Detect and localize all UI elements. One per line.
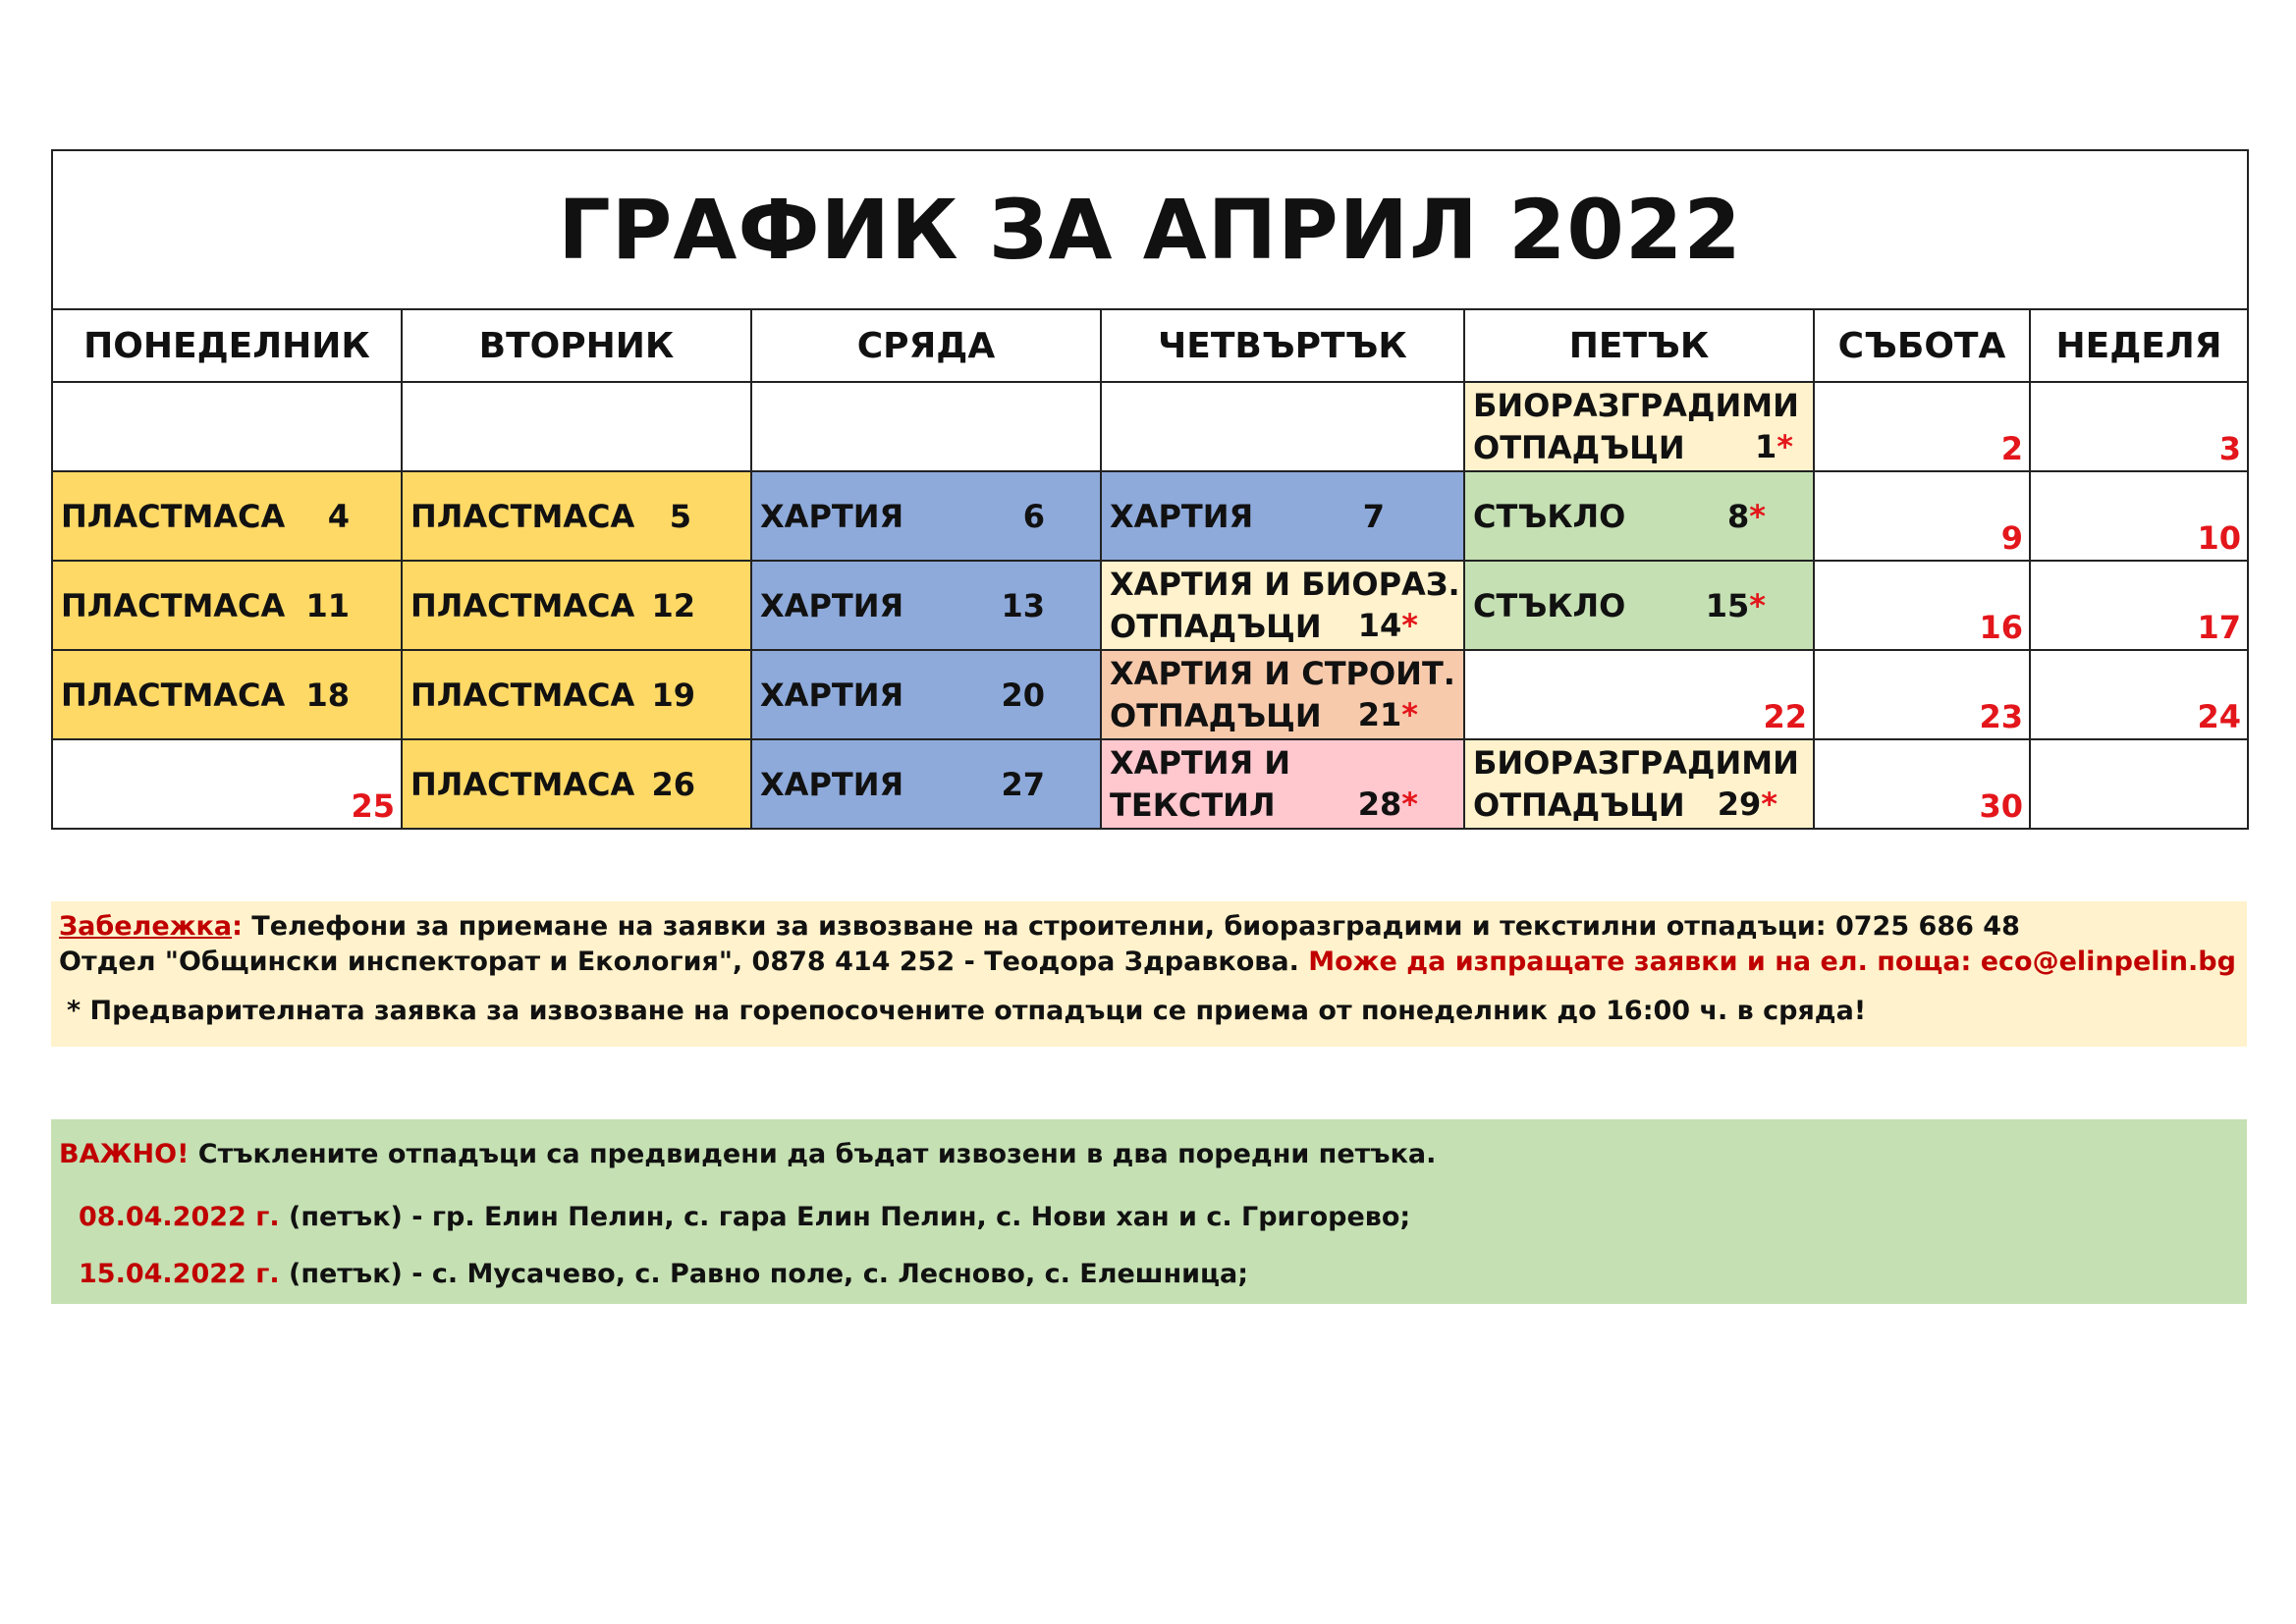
day-cell-paper-biowaste: [1101, 561, 1464, 650]
day-cell: [1814, 650, 2030, 739]
day-cell-plastic: [402, 561, 751, 650]
day-header-tue: ВТОРНИК: [402, 309, 751, 382]
note-email: Може да изпращате заявки и на ел. поща: eco@elinpelin.bg: [1308, 947, 2236, 977]
title-cell: [52, 150, 2248, 309]
day-header-sat: СЪБОТА: [1814, 309, 2030, 382]
day-number: 19: [651, 676, 695, 714]
important-line-2: [79, 1202, 1410, 1232]
day-number: 3: [2218, 430, 2242, 467]
cell-label: ПЛАСТМАСА: [61, 676, 286, 714]
note-line-2: [59, 947, 2236, 977]
note-department: Отдел "Общински инспекторат и Екология", 0878 414 252 - Теодора Здравкова.: [59, 947, 1309, 977]
day-cell: [52, 739, 402, 829]
day-number: 1: [1755, 428, 1777, 465]
important-line-3: [79, 1259, 1248, 1289]
cell-label: ПЛАСТМАСА: [410, 497, 635, 535]
day-number: 12: [651, 586, 695, 624]
day-cell: [52, 382, 402, 471]
day-number: 8: [1727, 497, 1750, 535]
cell-label: СТЪКЛО: [1473, 586, 1626, 624]
cell-label: ХАРТИЯ: [760, 497, 904, 535]
day-number: 4: [327, 497, 350, 535]
day-header-thu: ЧЕТВЪРТЪК: [1101, 309, 1464, 382]
day-number: 14: [1357, 607, 1402, 644]
day-number: 22: [1763, 698, 1807, 735]
asterisk-mark: *: [1777, 428, 1793, 465]
note-box: [51, 901, 2247, 1047]
cell-label-line1: ХАРТИЯ И СТРОИТ.: [1110, 655, 1455, 692]
day-cell-plastic: [52, 650, 402, 739]
asterisk-mark: *: [1749, 586, 1766, 624]
important-date-2-text: (петък) - с. Мусачево, с. Равно поле, с. Лесново, с. Елешница;: [279, 1259, 1249, 1289]
note-line-3: * Предварителната заявка за извозване на горепосочените отпадъци се приема от понеделник до 16:00 ч. в сряда!: [67, 996, 1867, 1026]
cell-label-line1: БИОРАЗГРАДИМИ: [1473, 744, 1799, 782]
day-cell: [1814, 561, 2030, 650]
day-number: 9: [2000, 519, 2023, 557]
day-cell-plastic: [402, 739, 751, 829]
day-number: 20: [1001, 676, 1045, 714]
week-row-5: [52, 739, 2248, 829]
day-header-wed: СРЯДА: [751, 309, 1101, 382]
note-phones: Телефони за приемане на заявки за извозване на строителни, биоразградими и текстилни отпадъци: 0725 686 48: [242, 911, 2020, 942]
day-header-sun: НЕДЕЛЯ: [2030, 309, 2248, 382]
important-date-1: 08.04.2022 г.: [79, 1202, 280, 1232]
day-header-fri: ПЕТЪК: [1464, 309, 1814, 382]
important-line-1: [59, 1139, 1436, 1169]
day-number: 27: [1001, 765, 1045, 803]
day-number: 16: [1979, 609, 2023, 646]
day-cell-paper-textile: [1101, 739, 1464, 829]
cell-label-line1: ХАРТИЯ И: [1110, 744, 1291, 782]
cell-label-line1: БИОРАЗГРАДИМИ: [1473, 387, 1799, 424]
day-cell-biowaste: [1464, 739, 1814, 829]
cell-label: ХАРТИЯ: [1110, 497, 1254, 535]
asterisk-mark: *: [1749, 497, 1766, 535]
day-number: 23: [1979, 698, 2023, 735]
day-cell-plastic: [52, 471, 402, 561]
cell-label: ХАРТИЯ: [760, 586, 904, 624]
important-date-2: 15.04.2022 г.: [79, 1259, 280, 1289]
day-cell-plastic: [52, 561, 402, 650]
day-cell: [1814, 382, 2030, 471]
day-number: 2: [2000, 430, 2023, 467]
day-cell-paper: [1101, 471, 1464, 561]
day-cell-glass: [1464, 561, 1814, 650]
day-number: 10: [2197, 519, 2242, 557]
cell-label: ПЛАСТМАСА: [61, 497, 286, 535]
day-cell: [1814, 471, 2030, 561]
day-number: 5: [669, 497, 691, 535]
asterisk-mark: *: [1761, 785, 1777, 823]
note-line-1: [59, 911, 2020, 942]
page-title: ГРАФИК ЗА АПРИЛ 2022: [558, 182, 1742, 278]
day-number: 7: [1362, 497, 1385, 535]
day-number: 30: [1979, 787, 2023, 825]
day-cell: [751, 382, 1101, 471]
day-cell: [402, 382, 751, 471]
days-header-row: [52, 309, 2248, 382]
day-number: 18: [305, 676, 350, 714]
week-row-4: [52, 650, 2248, 739]
day-cell: [2030, 382, 2248, 471]
day-header-mon: ПОНЕДЕЛНИК: [52, 309, 402, 382]
day-number: 11: [305, 586, 350, 624]
day-cell: [2030, 739, 2248, 829]
cell-label-line2: ОТПАДЪЦИ: [1110, 697, 1322, 734]
important-label: ВАЖНО!: [59, 1139, 190, 1169]
week-row-2: [52, 471, 2248, 561]
important-box: [51, 1119, 2247, 1304]
cell-label-line2: ОТПАДЪЦИ: [1473, 429, 1685, 466]
important-date-1-text: (петък) - гр. Елин Пелин, с. гара Елин Пелин, с. Нови хан и с. Григорево;: [279, 1202, 1411, 1232]
day-cell-paper: [751, 471, 1101, 561]
day-cell-paper: [751, 739, 1101, 829]
cell-label: ХАРТИЯ: [760, 765, 904, 803]
day-number: 15: [1705, 586, 1750, 624]
day-cell-paper: [751, 650, 1101, 739]
day-number: 24: [2197, 698, 2242, 735]
cell-label: СТЪКЛО: [1473, 497, 1626, 535]
day-number: 13: [1001, 586, 1045, 624]
cell-label: ХАРТИЯ: [760, 676, 904, 714]
day-cell-paper-construction: [1101, 650, 1464, 739]
day-cell: [2030, 561, 2248, 650]
day-number: 29: [1717, 785, 1762, 823]
day-number: 25: [351, 787, 395, 825]
cell-label: ПЛАСТМАСА: [410, 586, 635, 624]
cell-label-line2: ОТПАДЪЦИ: [1473, 786, 1685, 824]
asterisk-mark: *: [1401, 785, 1418, 823]
week-row-1: [52, 382, 2248, 471]
day-cell-plastic: [402, 471, 751, 561]
note-colon: :: [232, 911, 243, 942]
day-cell-plastic: [402, 650, 751, 739]
day-number: 6: [1022, 497, 1045, 535]
cell-label-line2: ОТПАДЪЦИ: [1110, 608, 1322, 645]
day-cell: [1101, 382, 1464, 471]
day-cell-glass: [1464, 471, 1814, 561]
day-number: 28: [1357, 785, 1402, 823]
day-cell: [1814, 739, 2030, 829]
day-cell-biowaste: [1464, 382, 1814, 471]
asterisk-mark: *: [1401, 607, 1418, 644]
day-number: 17: [2197, 609, 2242, 646]
cell-label: ПЛАСТМАСА: [410, 765, 635, 803]
day-cell: [1464, 650, 1814, 739]
cell-label: ПЛАСТМАСА: [61, 586, 286, 624]
day-number: 21: [1357, 696, 1402, 733]
day-number: 26: [651, 765, 695, 803]
week-row-3: [52, 561, 2248, 650]
schedule-table: [51, 149, 2249, 830]
note-label: Забележка: [59, 911, 233, 942]
cell-label-line2: ТЕКСТИЛ: [1110, 786, 1276, 824]
day-cell: [2030, 471, 2248, 561]
day-cell: [2030, 650, 2248, 739]
cell-label-line1: ХАРТИЯ И БИОРАЗ.: [1110, 566, 1460, 603]
important-text: Стъклените отпадъци са предвидени да бъдат извозени в два поредни петъка.: [189, 1139, 1437, 1169]
day-cell-paper: [751, 561, 1101, 650]
asterisk-mark: *: [1401, 696, 1418, 733]
cell-label: ПЛАСТМАСА: [410, 676, 635, 714]
